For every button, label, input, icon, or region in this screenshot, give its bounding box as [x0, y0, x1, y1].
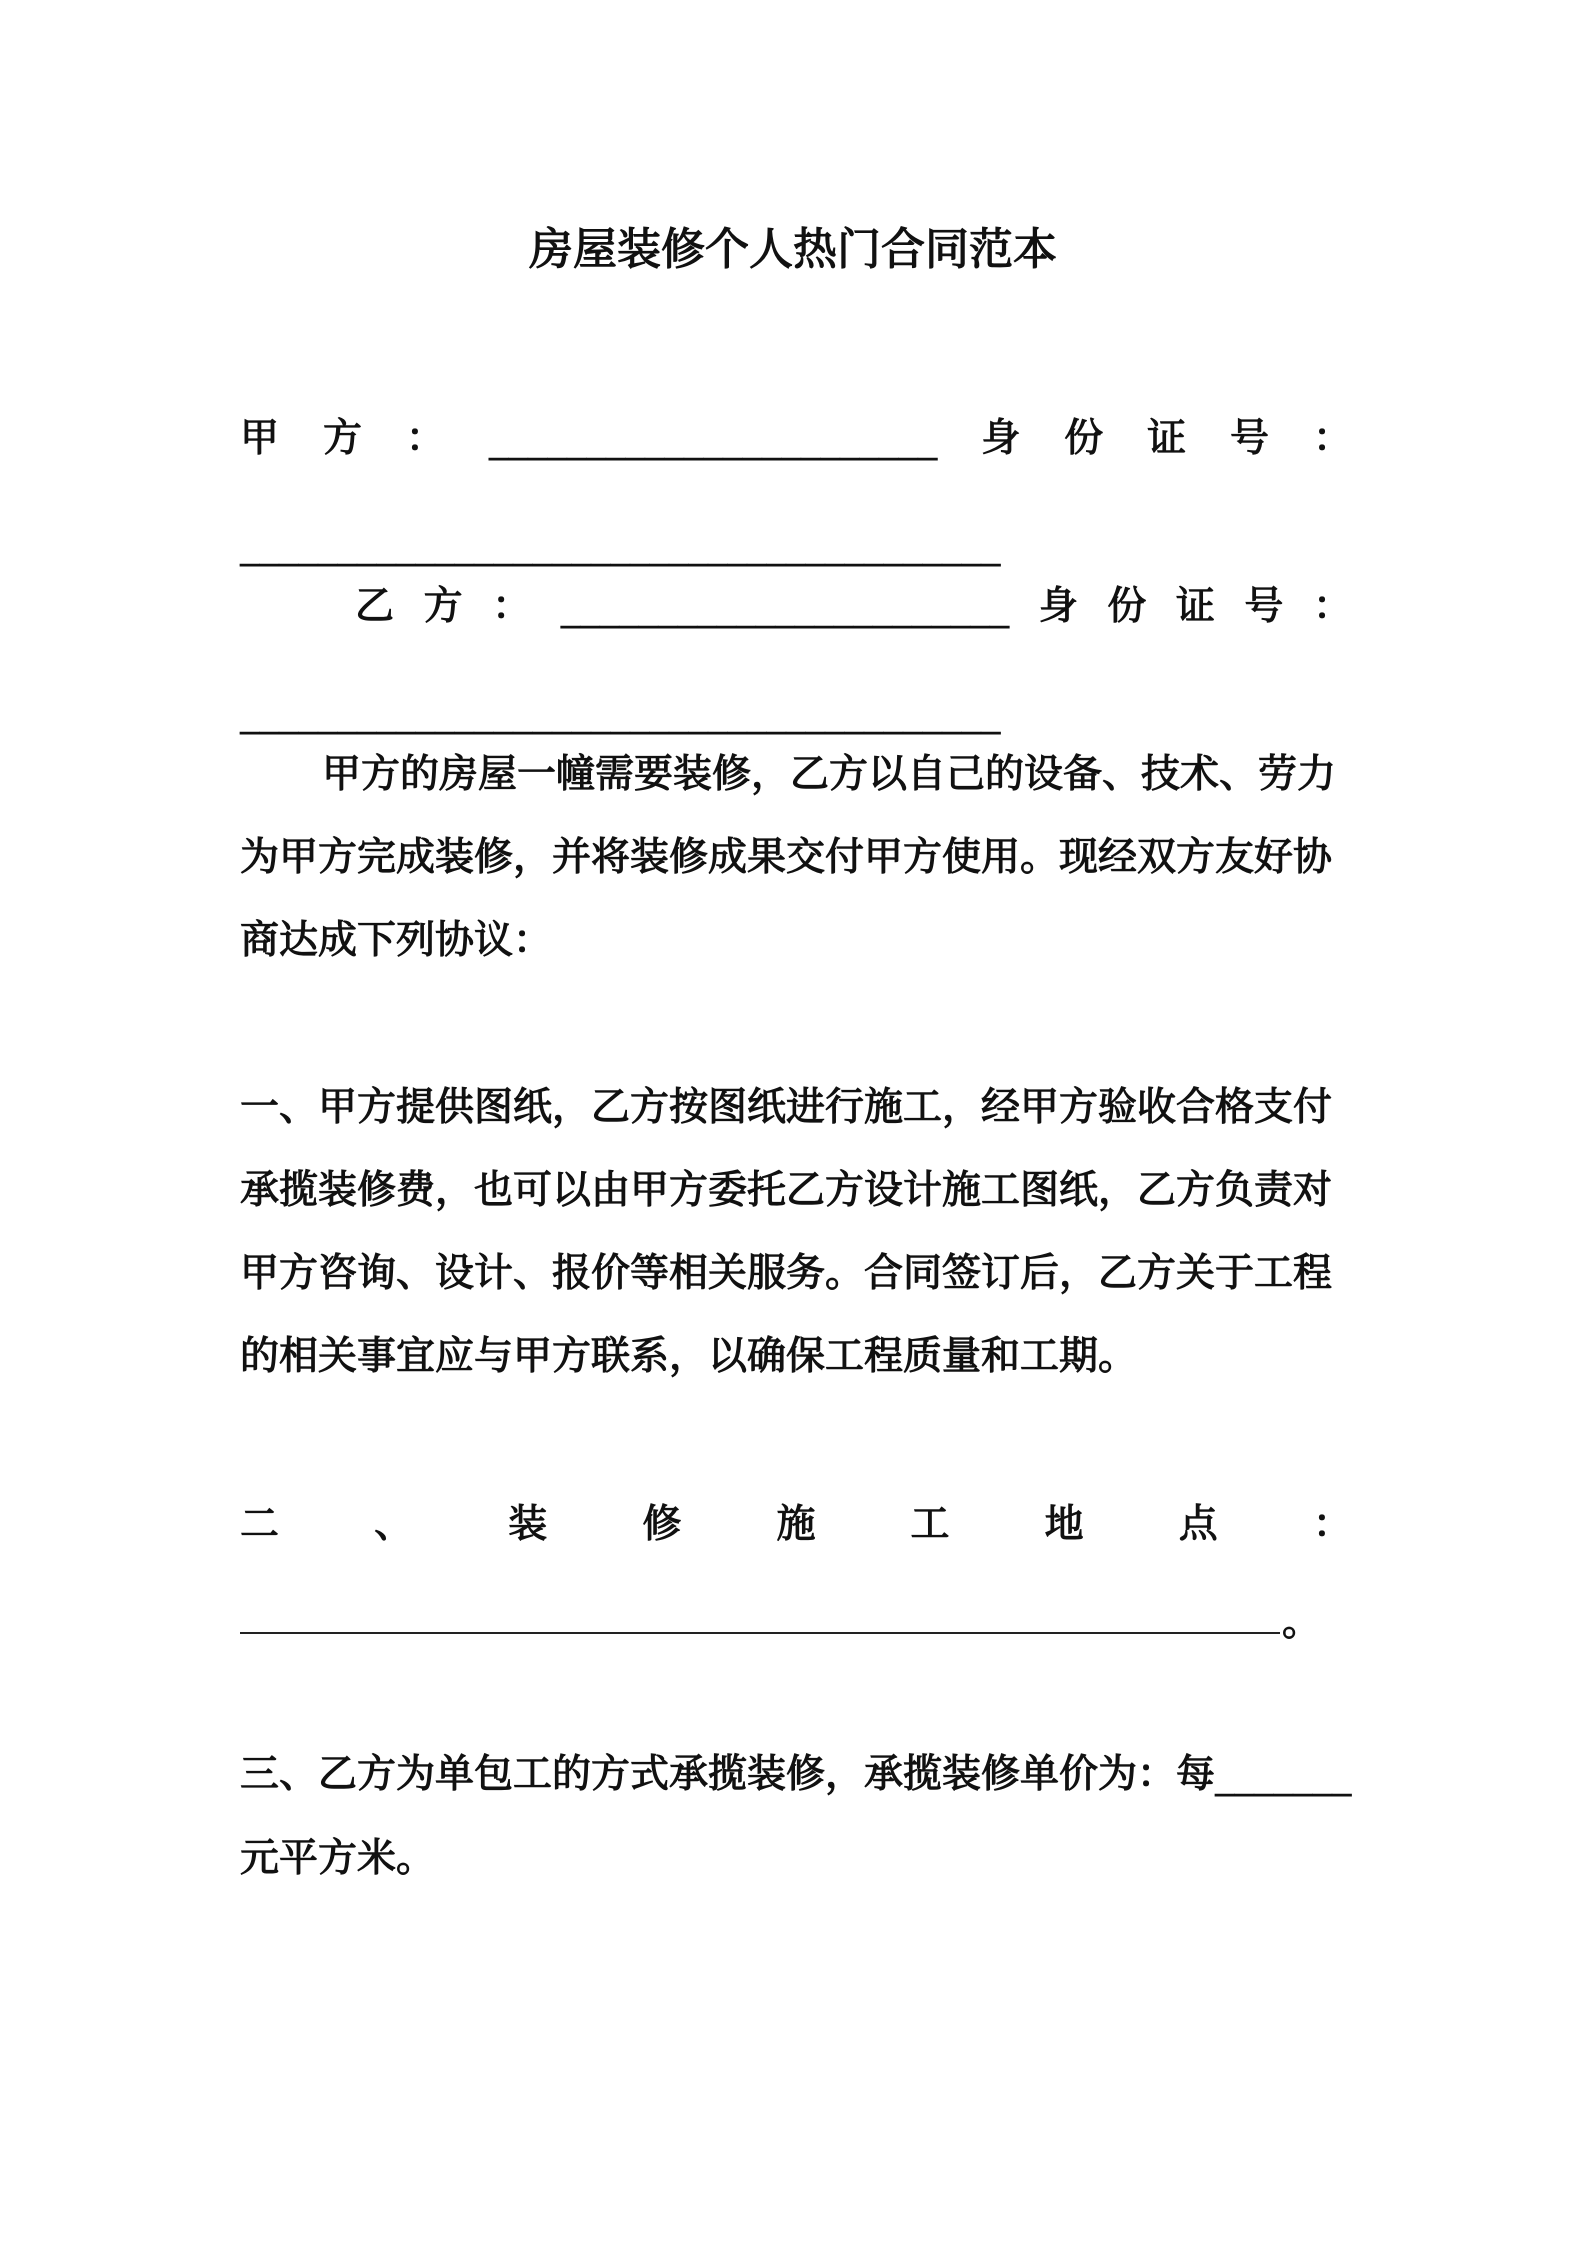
clause-1-line-4: 的相关事宜应与甲方联系，以确保工程质量和工期。	[240, 1334, 1138, 1379]
party-b-name-blank[interactable]: _______________________	[560, 584, 1010, 629]
party-b-id-blank[interactable]: _______________________________________	[240, 690, 1001, 735]
intro-line-3: 商达成下列协议：	[240, 918, 553, 963]
clause-2-char: 、	[374, 1502, 414, 1547]
clause-2-char: 地	[1044, 1502, 1084, 1547]
party-a-label-char: ：	[405, 416, 445, 461]
party-a-id-label-char: 份	[1064, 416, 1104, 461]
clause-3-line-1	[240, 1750, 1352, 1800]
clause-3-text: 三、乙方为单包工的方式承揽装修，承揽装修单价为：每	[240, 1752, 1216, 1797]
party-a-id-label-char: 号	[1230, 416, 1270, 461]
clause-2-char: 修	[642, 1502, 682, 1547]
clause-3-price-blank[interactable]: _______	[1215, 1752, 1352, 1797]
clause-2-char: 装	[508, 1502, 548, 1547]
clause-1-line-2: 承揽装修费，也可以由甲方委托乙方设计施工图纸，乙方负责对	[240, 1168, 1333, 1213]
party-a-label-char: 甲	[240, 416, 280, 461]
clause-2-char: ：	[1312, 1502, 1352, 1547]
clause-2-char: 施	[776, 1502, 816, 1547]
party-b-line	[355, 582, 1352, 632]
party-a-id-label-char: 证	[1147, 416, 1187, 461]
clause-2-address-blank[interactable]	[240, 1632, 1280, 1634]
intro-line-1: 甲方的房屋一幢需要装修，乙方以自己的设备、技术、劳力	[322, 752, 1337, 797]
intro-line-2: 为甲方完成装修，并将装修成果交付甲方使用。现经双方友好协	[240, 835, 1333, 880]
party-b-id-label-char: ：	[1312, 584, 1352, 629]
clause-2-heading	[240, 1500, 1352, 1550]
party-b-label-char: 乙	[355, 584, 395, 629]
clause-2-char: 工	[910, 1502, 950, 1547]
party-a-id-label-char: ：	[1312, 416, 1352, 461]
party-a-line	[240, 414, 1352, 464]
party-b-id-label-char: 号	[1244, 584, 1284, 629]
party-b-label-char: ：	[492, 584, 532, 629]
party-b-id-label-char: 身	[1038, 584, 1078, 629]
clause-1-line-3: 甲方咨询、设计、报价等相关服务。合同签订后，乙方关于工程	[240, 1251, 1333, 1296]
party-a-id-blank[interactable]: _______________________________________	[240, 522, 1001, 567]
clause-2-end-mark: 。	[1282, 1600, 1322, 1645]
party-a-label-char: 方	[322, 416, 362, 461]
clause-2-char: 点	[1178, 1502, 1218, 1547]
party-a-name-blank[interactable]: _______________________	[488, 416, 938, 461]
party-b-id-label-char: 证	[1175, 584, 1215, 629]
clause-2-char: 二	[240, 1502, 280, 1547]
clause-1-line-1: 一、甲方提供图纸，乙方按图纸进行施工，经甲方验收合格支付	[240, 1085, 1333, 1130]
party-b-label-char: 方	[423, 584, 463, 629]
clause-3-line-2: 元平方米。	[240, 1836, 436, 1881]
document-title: 房屋装修个人热门合同范本	[529, 224, 1057, 275]
party-b-id-label-char: 份	[1107, 584, 1147, 629]
party-a-id-label-char: 身	[981, 416, 1021, 461]
